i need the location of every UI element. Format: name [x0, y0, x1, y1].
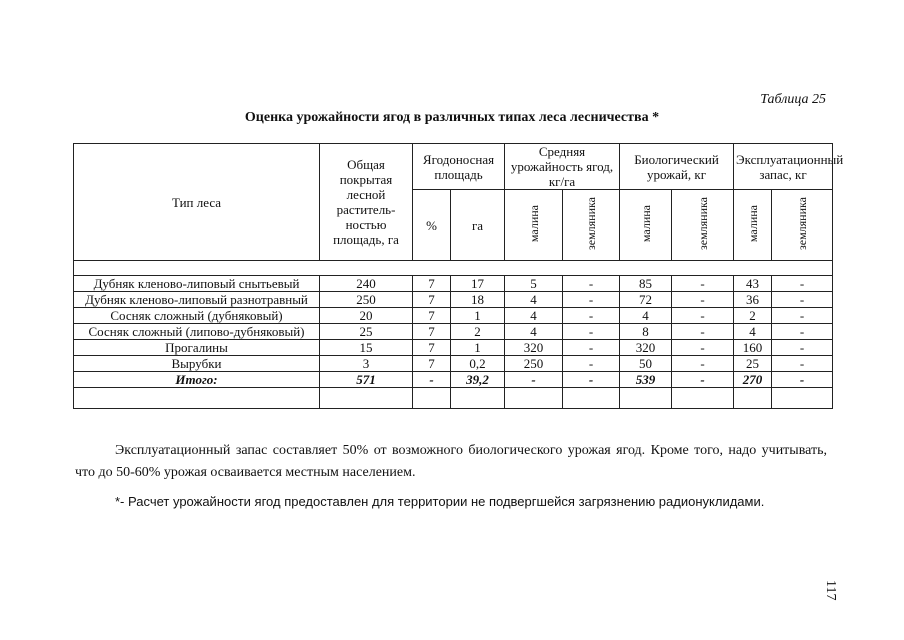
empty-cell	[620, 388, 672, 409]
table-caption: Таблица 25	[760, 92, 826, 107]
empty-cell	[772, 388, 833, 409]
value-cell: 539	[620, 372, 672, 388]
empty-cell	[563, 388, 620, 409]
value-cell: 7	[413, 308, 451, 324]
value-cell: -	[772, 372, 833, 388]
value-cell: 571	[320, 372, 413, 388]
spacer-row	[74, 261, 833, 276]
row-name-cell: Сосняк сложный (дубняковый)	[74, 308, 320, 324]
value-cell: -	[563, 356, 620, 372]
value-cell: 7	[413, 292, 451, 308]
value-cell: 2	[451, 324, 505, 340]
header-ha: га	[451, 190, 505, 261]
header-exp-raspberry	[734, 190, 772, 261]
value-cell: 25	[734, 356, 772, 372]
header-total-area: Общая покрытая лесной раститель-ностью площадь, га	[320, 144, 413, 261]
value-cell: -	[563, 372, 620, 388]
value-cell: 240	[320, 276, 413, 292]
value-cell: -	[772, 276, 833, 292]
empty-cell	[413, 388, 451, 409]
row-name-cell: Вырубки	[74, 356, 320, 372]
empty-cell	[734, 388, 772, 409]
value-cell: 85	[620, 276, 672, 292]
value-cell: -	[413, 372, 451, 388]
row-name-cell: Итого:	[74, 372, 320, 388]
empty-cell	[505, 388, 563, 409]
value-cell: 4	[505, 308, 563, 324]
value-cell: 270	[734, 372, 772, 388]
table-row	[74, 372, 833, 388]
table-row	[74, 340, 833, 356]
table-row	[74, 276, 833, 292]
value-cell: -	[563, 292, 620, 308]
value-cell: 4	[734, 324, 772, 340]
value-cell: 4	[620, 308, 672, 324]
value-cell: -	[563, 324, 620, 340]
value-cell: 25	[320, 324, 413, 340]
header-exploit-stock: Эксплуатационный запас, кг	[734, 144, 833, 190]
value-cell: -	[772, 292, 833, 308]
value-cell: -	[505, 372, 563, 388]
empty-row	[74, 388, 833, 409]
value-cell: -	[772, 356, 833, 372]
value-cell: -	[672, 356, 734, 372]
row-name-cell: Дубняк кленово-липовый снытьевый	[74, 276, 320, 292]
value-cell: -	[672, 308, 734, 324]
value-cell: 20	[320, 308, 413, 324]
value-cell: 250	[505, 356, 563, 372]
value-cell: 1	[451, 308, 505, 324]
value-cell: 4	[505, 292, 563, 308]
header-avg-strawberry-label: земляника	[584, 197, 599, 250]
body-paragraph: Эксплуатационный запас составляет 50% от возможного биологического урожая ягод. Кроме того, надо учитывать, что до 50-60% урожая осваивается местным населением.	[75, 443, 827, 480]
row-name-cell: Дубняк кленово-липовый разнотравный	[74, 292, 320, 308]
table-row	[74, 356, 833, 372]
value-cell: 4	[505, 324, 563, 340]
value-cell: 50	[620, 356, 672, 372]
value-cell: -	[772, 324, 833, 340]
value-cell: 1	[451, 340, 505, 356]
header-exp-raspberry-label: малина	[745, 204, 760, 243]
value-cell: -	[563, 340, 620, 356]
value-cell: -	[672, 372, 734, 388]
row-name-cell: Сосняк сложный (липово-дубняковый)	[74, 324, 320, 340]
value-cell: 320	[620, 340, 672, 356]
empty-cell	[672, 388, 734, 409]
header-bio-strawberry-label: земляника	[695, 197, 710, 250]
header-avg-raspberry	[505, 190, 563, 261]
header-avg-yield: Средняя урожайность ягод, кг/га	[505, 144, 620, 190]
header-avg-strawberry	[563, 190, 620, 261]
value-cell: 7	[413, 340, 451, 356]
table-row	[74, 324, 833, 340]
header-percent: %	[413, 190, 451, 261]
value-cell: 43	[734, 276, 772, 292]
value-cell: 250	[320, 292, 413, 308]
header-exp-strawberry	[772, 190, 833, 261]
table-row	[74, 308, 833, 324]
value-cell: 7	[413, 276, 451, 292]
value-cell: 8	[620, 324, 672, 340]
value-cell: 18	[451, 292, 505, 308]
empty-cell	[74, 388, 320, 409]
table-row	[74, 292, 833, 308]
value-cell: 7	[413, 324, 451, 340]
table-title: Оценка урожайности ягод в различных типах леса лесничества *	[244, 110, 660, 125]
value-cell: -	[672, 276, 734, 292]
header-forest-type: Тип леса	[74, 144, 320, 261]
value-cell: -	[672, 292, 734, 308]
page-number: 117	[823, 580, 838, 601]
value-cell: 320	[505, 340, 563, 356]
header-bio-yield: Биологический урожай, кг	[620, 144, 734, 190]
footnote: *- Расчет урожайности ягод предоставлен для территории не подвергшейся загрязнению радионуклидами.	[115, 494, 765, 509]
value-cell: -	[563, 308, 620, 324]
value-cell: -	[563, 276, 620, 292]
value-cell: 160	[734, 340, 772, 356]
value-cell: -	[672, 340, 734, 356]
header-bio-raspberry	[620, 190, 672, 261]
value-cell: 72	[620, 292, 672, 308]
empty-cell	[451, 388, 505, 409]
value-cell: 15	[320, 340, 413, 356]
value-cell: -	[672, 324, 734, 340]
value-cell: -	[772, 308, 833, 324]
header-bio-raspberry-label: малина	[638, 204, 653, 243]
value-cell: 5	[505, 276, 563, 292]
header-berry-area: Ягодоносная площадь	[413, 144, 505, 190]
header-avg-raspberry-label: малина	[526, 204, 541, 243]
table-body	[74, 261, 833, 409]
value-cell: -	[772, 340, 833, 356]
value-cell: 0,2	[451, 356, 505, 372]
value-cell: 2	[734, 308, 772, 324]
value-cell: 7	[413, 356, 451, 372]
spacer-cell	[74, 261, 833, 276]
berry-yield-table	[73, 143, 844, 409]
header-exp-strawberry-label: земляника	[795, 197, 810, 250]
header-bio-strawberry	[672, 190, 734, 261]
value-cell: 17	[451, 276, 505, 292]
value-cell: 39,2	[451, 372, 505, 388]
value-cell: 36	[734, 292, 772, 308]
value-cell: 3	[320, 356, 413, 372]
row-name-cell: Прогалины	[74, 340, 320, 356]
empty-cell	[320, 388, 413, 409]
